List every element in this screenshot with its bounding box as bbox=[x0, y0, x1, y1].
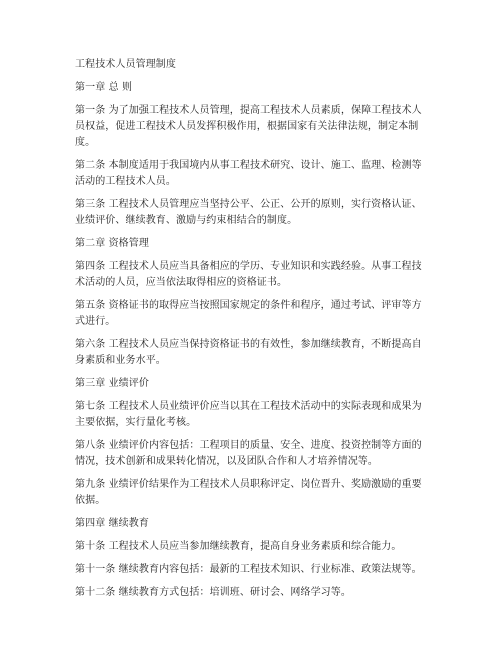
article-6: 第六条 工程技术人员应当保持资格证书的有效性，参加继续教育，不断提高自身素质和业务水平。 bbox=[75, 339, 422, 366]
article-10: 第十条 工程技术人员应当参加继续教育，提高自身业务素质和综合能力。 bbox=[75, 541, 402, 552]
article-2: 第二条 本制度适用于我国境内从事工程技术研究、设计、施工、监理、检测等活动的工程技术人员。 bbox=[75, 160, 422, 187]
article-8: 第八条 业绩评价内容包括：工程项目的质量、安全、进度、投资控制等方面的情况，技术创新和成果转化情况，以及团队合作和人才培养情况等。 bbox=[75, 440, 422, 467]
document-body bbox=[75, 57, 431, 608]
article-7: 第七条 工程技术人员业绩评价应当以其在工程技术活动中的实际表现和成果为主要依据，实行量化考核。 bbox=[75, 401, 422, 428]
article-5: 第五条 资格证书的取得应当按照国家规定的条件和程序，通过考试、评审等方式进行。 bbox=[75, 300, 422, 327]
chapter-4-heading: 第四章 继续教育 bbox=[75, 518, 149, 529]
article-1: 第一条 为了加强工程技术人员管理，提高工程技术人员素质，保障工程技术人员权益，促进工程技术人员发挥积极作用，根据国家有关法律法规，制定本制度。 bbox=[75, 105, 422, 148]
article-9: 第九条 业绩评价结果作为工程技术人员职称评定、岗位晋升、奖励激励的重要依据。 bbox=[75, 479, 422, 506]
article-4: 第四条 工程技术人员应当具备相应的学历、专业知识和实践经验。从事工程技术活动的人员，应当依法取得相应的资格证书。 bbox=[75, 261, 422, 288]
chapter-1-heading: 第一章 总 则 bbox=[75, 82, 133, 93]
article-3: 第三条 工程技术人员管理应当坚持公平、公正、公开的原则，实行资格认证、业绩评价、继续教育、激励与约束相结合的制度。 bbox=[75, 199, 422, 226]
document-title: 工程技术人员管理制度 bbox=[75, 59, 176, 70]
article-11: 第十一条 继续教育内容包括：最新的工程技术知识、行业标准、政策法规等。 bbox=[75, 564, 422, 575]
chapter-2-heading: 第二章 资格管理 bbox=[75, 238, 149, 249]
chapter-3-heading: 第三章 业绩评价 bbox=[75, 378, 149, 389]
article-12: 第十二条 继续教育方式包括：培训班、研讨会、网络学习等。 bbox=[75, 587, 351, 598]
